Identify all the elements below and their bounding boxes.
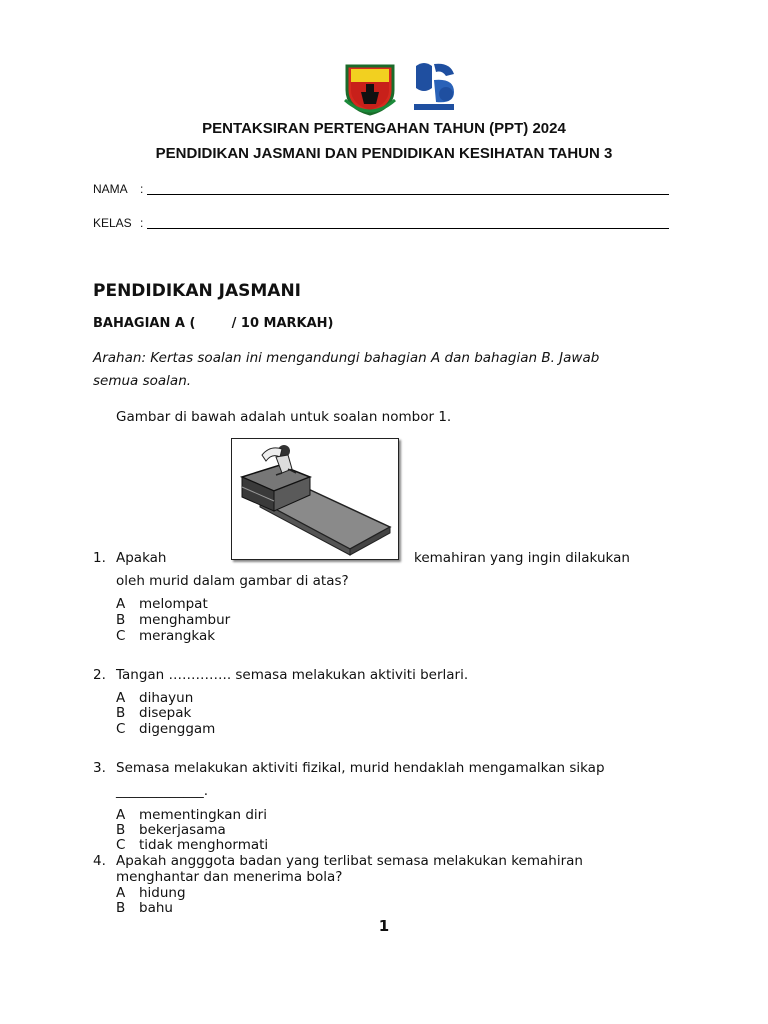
q2-text: Tangan ………….. semasa melakukan aktiviti berlari. [116, 667, 469, 683]
q4-option-letter-b: B [116, 900, 126, 916]
class-colon: : [140, 216, 144, 230]
q1-text-end: kemahiran yang ingin dilakukan [414, 550, 630, 566]
q3-option-letter-a: A [116, 807, 126, 823]
q4-option-letter-a: A [116, 885, 126, 901]
q1-number: 1. [93, 550, 106, 566]
q3-option-c[interactable]: tidak menghormati [139, 837, 269, 853]
class-field[interactable] [147, 228, 669, 229]
q2-option-letter-c: C [116, 721, 126, 737]
name-colon: : [140, 182, 144, 196]
school-crest-logo [343, 60, 397, 116]
question-1-picture [231, 438, 399, 560]
name-label: NAMA [93, 182, 128, 196]
q1-option-letter-b: B [116, 612, 126, 628]
picture-intro: Gambar di bawah adalah untuk soalan nombor 1. [116, 409, 452, 425]
q2-number: 2. [93, 667, 106, 683]
q2-option-a[interactable]: dihayun [139, 690, 194, 706]
q3-answer-blank: _____________. [116, 783, 209, 799]
q1-option-a[interactable]: melompat [139, 596, 208, 612]
q4-option-a[interactable]: hidung [139, 885, 186, 901]
vaulting-box-mat-illustration [232, 439, 398, 559]
q2-option-letter-a: A [116, 690, 126, 706]
q3-number: 3. [93, 760, 106, 776]
ppd-25-logo [410, 58, 458, 114]
exam-title: PENTAKSIRAN PERTENGAHAN TAHUN (PPT) 2024 [202, 120, 566, 137]
q1-text-start: Apakah [116, 550, 167, 566]
q2-option-b[interactable]: disepak [139, 705, 192, 721]
q2-option-c[interactable]: digenggam [139, 721, 216, 737]
q4-text-continued: menghantar dan menerima bola? [116, 869, 343, 885]
section-title: PENDIDIKAN JASMANI [93, 281, 302, 301]
exam-subject: PENDIDIKAN JASMANI DAN PENDIDIKAN KESIHATAN TAHUN 3 [155, 145, 613, 162]
q1-option-letter-a: A [116, 596, 126, 612]
instructions [93, 347, 653, 393]
q1-text-continued: oleh murid dalam gambar di atas? [116, 573, 349, 589]
q4-option-b[interactable]: bahu [139, 900, 173, 916]
q3-option-letter-c: C [116, 837, 126, 853]
q3-option-a[interactable]: mementingkan diri [139, 807, 267, 823]
part-heading: BAHAGIAN A ( / 10 MARKAH) [93, 316, 334, 331]
q4-number: 4. [93, 853, 106, 869]
name-field[interactable] [147, 194, 669, 195]
q1-option-letter-c: C [116, 628, 126, 644]
q2-option-letter-b: B [116, 705, 126, 721]
q1-option-c[interactable]: merangkak [139, 628, 216, 644]
class-label: KELAS [93, 216, 132, 230]
page-number: 1 [378, 917, 390, 935]
q4-text: Apakah angggota badan yang terlibat semasa melakukan kemahiran [116, 853, 583, 869]
q3-option-b[interactable]: bekerjasama [139, 822, 226, 838]
instruction-line-2: semua soalan. [93, 373, 192, 389]
q1-option-b[interactable]: menghambur [139, 612, 231, 628]
q3-text: Semasa melakukan aktiviti fizikal, murid hendaklah mengamalkan sikap [116, 760, 605, 776]
q3-option-letter-b: B [116, 822, 126, 838]
instruction-line-1: Arahan: Kertas soalan ini mengandungi bahagian A dan bahagian B. Jawab [93, 350, 600, 366]
